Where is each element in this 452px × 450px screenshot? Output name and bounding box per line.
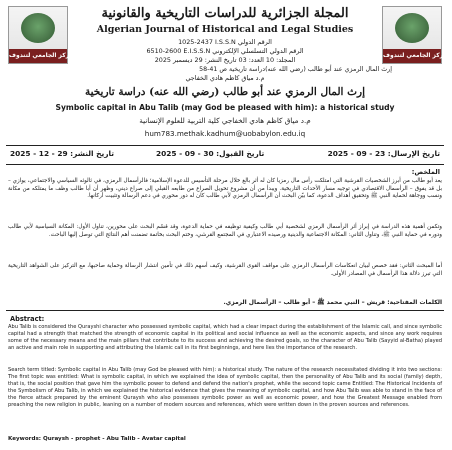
journal-title-en: Algerian Journal of Historical and Legal Studies [96, 24, 354, 35]
abstract-en-heading: Abstract: [10, 315, 45, 323]
published-date: تاريخ النشر: 29 - 12 - 2025 [10, 149, 115, 158]
article-pages-line: إرث المال الرمزي عند أبو طالب (رضي الله عنه)دراسة تاريخية ص 41-58 [199, 66, 392, 73]
divider-abstract [6, 310, 444, 311]
author-email[interactable]: hum783.methak.kadhum@uobabylon.edu.iq [144, 129, 306, 138]
keywords-ar: الكلمات المفتاحية: قريش – النبي محمد ﷺ – أبو طالب – الرأسمال الرمزي. [223, 299, 442, 306]
author-affiliation: م.د مياق كاظم هادي الخفاجي كلية التربية للعلوم الإنسانية [139, 116, 311, 125]
logo-caption-right: المركز الجامعي لتندوف [383, 49, 441, 63]
emblem-icon [395, 13, 429, 43]
eissn-line: 6510-2600 E.I.S.S.N الرقم الدولي التسلسلي الإلكتروني [146, 47, 304, 55]
abstract-ar-paragraph-2: وتكمن أهمية هذه الدراسة في إبراز أثر الرأسمال الرمزي لشخصية أبي طالب وكيفية توظيفه في حماية الدعوة، وقد قسّم البحث على محورين، تناول الأول: المكانة السياسية لأبي طالب ودوره في حماية النبي ﷺ، وتناول الثاني: المكانة الاجتماعية والدينية ورصيده الاعتباري في المجتمع القرشي، وختم البحث بخاتمة تضمنت أهم النتائج التي توصل إليها الباحث. [8, 224, 442, 238]
abstract-ar-paragraph-1: يعد أبو طالب من أبرز الشخصيات القرشية التي امتلكت رأس مال رمزيا كان له أثر بالغ خلال مرحلة التأسيس للدعوة الإسلامية؛ فالرأسمال الرمزي، في ثالوثه السياسي والاجتماعي، يوازي – بل قد يفوق – الرأسمال الاقتصادي في توجيه مسار الأحداث التاريخية. ويبدأ من أن مشروع تحويل الصراع من طابعه القبلي إلى صراع ديني، وظهر أن أبا طالب وظف ما يمتلكه من مكانة ونسب ووجاهة لحماية النبي ﷺ وتحقيق أهداف الدعوة، كما بيّن البحث أن الرأسمال الرمزي لأبي طالب كان له دور محوري في دعم الرسالة وتثبيت أركانها. [8, 178, 442, 200]
dates-row [6, 149, 444, 163]
volume-issue-line: المجلد: 10 العدد: 03 تاريخ النشر: 29 ديسمبر 2025 [154, 56, 296, 64]
journal-title-ar: المجلة الجزائرية للدراسات التاريخية والقانونية [101, 6, 349, 21]
issn-line: 1025-2437 I.S.S.N الرقم الدولي [178, 38, 272, 46]
divider-dates [6, 164, 444, 165]
abstract-en-paragraph-2: Search term titled: Symbolic capital in Abu Talib (may God be pleased with him): a historical study. The nature of the research necessitated dividing it into two sections: The first topic was entitled: What is symbolic capital, in which we explained the idea of symbolic capital, then the personality of Abu Talib and its social (family) depth, that is, the social position that gave him the symbolic power to defend and defend the nation's prophet, while the second topic came Entitled: The Historical Incidents of the Symbolism of Abu Talib, in which we explained the historical evidence that gives the meaning of symbolic capital, and how Abu Talib was able to stand in the face of the fierce attack prepared by the eminent Quraysh who also possesses symbolic power as well as economic power, and how the Greatest Message enabled from preaching the new religion in public, leaning on a number of modern sources and references, which were written down in the proven sources and references. [8, 367, 442, 408]
university-logo-left [8, 6, 78, 64]
university-logo-right [382, 6, 452, 64]
article-title-en: Symbolic capital in Abu Talib (may God be pleased with him): a historical study [55, 103, 395, 112]
received-date: تاريخ الإرسال: 23 - 09 - 2025 [327, 149, 440, 158]
logo-caption-left: المركز الجامعي لتندوف [9, 49, 67, 63]
author-line-top: م.د مياق كاظم هادي الخفاجي [185, 74, 265, 82]
emblem-icon [21, 13, 55, 43]
keywords-en: Keywords: Quraysh - prophet - Abu Talib - Avatar capital [8, 436, 186, 442]
abstract-ar-paragraph-3: أما المبحث الثاني: فقد خصص لبيان انعكاسات الرأسمال الرمزي على مواقف القوى القرشية، وكيف أسهم ذلك في تأمين انتشار الرسالة وحماية صاحبها، مع التركيز على الشواهد التاريخية التي تبرز دلالة هذا الرأسمال في المصادر الأولى. [8, 263, 442, 277]
divider-top [6, 145, 444, 146]
accepted-date: تاريخ القبول: 30 - 09 - 2025 [156, 149, 265, 158]
abstract-en-paragraph-1: Abu Talib is considered the Qurayshi character who possessed symbolic capital, which had a clear impact during the establishment of the Islamic call, and since symbolic capital had a strength that matched the strength of economic capital in its political and social influence as well as the economic aspects, and since any work requires some of the necessary means and the main pillars that contribute to its success and achieving the desired goals, so the character of Abu Talib (Sayyid al-Batha) played an active and main role in supporting and attributing the Islamic call in its first beginnings, and here lies the importance of the research. [8, 324, 442, 351]
abstract-ar-heading: الملخص: [411, 168, 440, 176]
article-title-ar: إرث المال الرمزي عند أبو طالب (رضي الله عنه) دراسة تاريخية [84, 86, 365, 98]
